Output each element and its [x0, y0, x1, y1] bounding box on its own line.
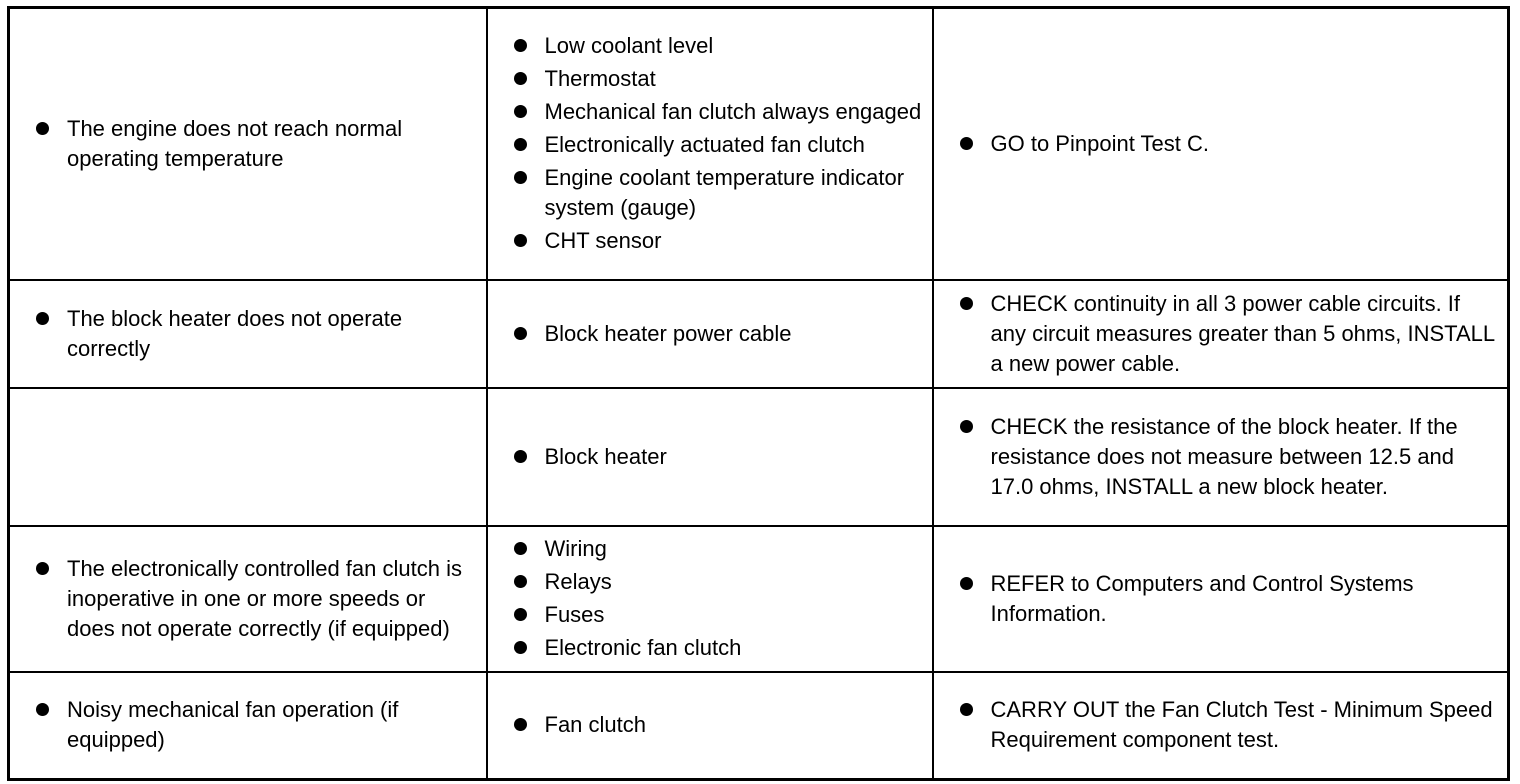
bullet-icon [514, 450, 527, 463]
list-item [488, 64, 932, 94]
condition-text: Noisy mechanical fan operation (if equipped) [67, 697, 399, 753]
bullet-icon [960, 137, 973, 150]
list-item [488, 534, 932, 564]
cause-list [488, 319, 932, 349]
list-item [10, 695, 486, 755]
bullet-icon [36, 703, 49, 716]
condition-list [10, 695, 486, 755]
list-item [488, 710, 932, 740]
cause-list [488, 710, 932, 740]
list-item [10, 554, 486, 644]
bullet-icon [36, 312, 49, 325]
list-item [934, 695, 1508, 755]
cause-text: Electronic fan clutch [544, 635, 742, 660]
cause-text: Engine coolant temperature indicator system (gauge) [544, 165, 905, 221]
bullet-icon [960, 577, 973, 590]
bullet-icon [514, 138, 527, 151]
condition-text: The electronically controlled fan clutch is inoperative in one or more speeds or does not operate correctly (if equipped) [67, 555, 462, 641]
bullet-icon [514, 72, 527, 85]
list-item [488, 97, 932, 127]
bullet-icon [514, 718, 527, 731]
table-row [9, 388, 1509, 526]
bullet-icon [514, 575, 527, 588]
list-item [10, 304, 486, 364]
action-list [934, 695, 1508, 755]
cause-text: Block heater [544, 443, 667, 469]
bullet-icon [514, 39, 527, 52]
list-item [934, 412, 1508, 502]
list-item [934, 289, 1508, 379]
bullet-icon [514, 327, 527, 340]
cause-list [488, 31, 932, 256]
condition-list [10, 304, 486, 364]
bullet-icon [514, 608, 527, 621]
cause-text: Low coolant level [544, 33, 714, 59]
cause-text: Mechanical fan clutch always engaged [544, 99, 922, 125]
condition-text: The engine does not reach normal operating temperature [67, 115, 403, 171]
bullet-icon [960, 703, 973, 716]
cause-text: Block heater power cable [544, 320, 792, 346]
condition-list [10, 554, 486, 644]
bullet-icon [514, 234, 527, 247]
cause-text: Electronically actuated fan clutch [544, 132, 865, 158]
action-text: CARRY OUT the Fan Clutch Test - Minimum Speed Requirement component test. [990, 697, 1493, 753]
table-row [9, 280, 1509, 388]
bullet-icon [36, 562, 49, 575]
list-item [488, 31, 932, 61]
action-cell [933, 280, 1509, 388]
list-item [488, 442, 932, 472]
cause-text: Thermostat [544, 66, 656, 92]
action-text: CHECK continuity in all 3 power cable circuits. If any circuit measures greater than 5 ohms, INSTALL a new power cable. [990, 290, 1495, 376]
list-item [488, 633, 932, 663]
action-cell [933, 8, 1509, 280]
list-item [488, 130, 932, 160]
list-item [934, 569, 1508, 629]
table-row [9, 526, 1509, 672]
cause-cell [487, 8, 933, 280]
list-item [10, 114, 486, 174]
action-text: REFER to Computers and Control Systems Information. [990, 570, 1414, 626]
condition-cell [9, 672, 487, 780]
cause-cell [487, 388, 933, 526]
action-cell [933, 672, 1509, 780]
action-list [934, 569, 1508, 629]
bullet-icon [514, 641, 527, 654]
cause-text: Wiring [544, 536, 607, 561]
list-item [488, 319, 932, 349]
bullet-icon [36, 122, 49, 135]
list-item [488, 600, 932, 630]
condition-cell [9, 8, 487, 280]
action-list [934, 412, 1508, 502]
list-item [934, 129, 1508, 159]
condition-list [10, 114, 486, 174]
list-item [488, 226, 932, 256]
list-item [488, 567, 932, 597]
action-text: CHECK the resistance of the block heater. If the resistance does not measure between 12.5 and 17.0 ohms, INSTALL a new block heater. [990, 413, 1458, 499]
action-list [934, 289, 1508, 379]
action-cell [933, 526, 1509, 672]
table-row [9, 8, 1509, 280]
condition-cell [9, 526, 487, 672]
bullet-icon [514, 105, 527, 118]
action-cell [933, 388, 1509, 526]
bullet-icon [514, 542, 527, 555]
diagnosis-table [7, 6, 1510, 781]
table-row [9, 672, 1509, 780]
cause-cell [487, 280, 933, 388]
condition-cell [9, 280, 487, 388]
condition-cell [9, 388, 487, 526]
cause-text: Fan clutch [544, 712, 646, 738]
condition-text: The block heater does not operate correctly [67, 305, 403, 361]
bullet-icon [960, 420, 973, 433]
action-list [934, 129, 1508, 159]
cause-text: CHT sensor [544, 228, 662, 254]
bullet-icon [514, 171, 527, 184]
cause-cell [487, 526, 933, 672]
cause-cell [487, 672, 933, 780]
list-item [488, 163, 932, 223]
action-text: GO to Pinpoint Test C. [990, 130, 1209, 156]
bullet-icon [960, 297, 973, 310]
cause-text: Relays [544, 569, 612, 594]
cause-text: Fuses [544, 602, 605, 627]
cause-list [488, 442, 932, 472]
cause-list [488, 534, 932, 663]
